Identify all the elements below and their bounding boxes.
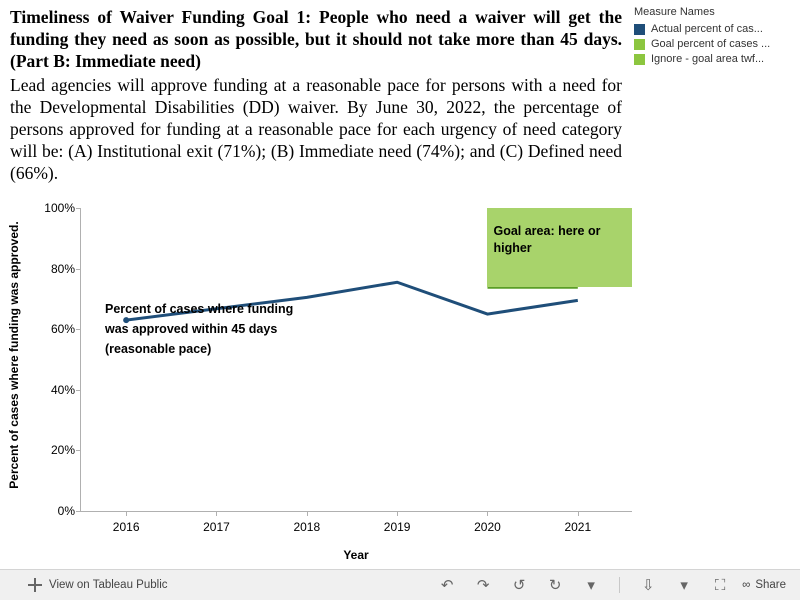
y-axis-tick-mark — [76, 511, 81, 512]
share-icon: ∞ — [742, 579, 751, 591]
legend-item-label: Ignore - goal area twf... — [651, 53, 765, 65]
x-axis-tick-mark — [487, 511, 488, 516]
legend-title: Measure Names — [634, 6, 715, 18]
legend-swatch-icon — [634, 39, 645, 50]
legend-item-goal-area[interactable] — [634, 53, 800, 65]
tableau-logo-icon — [28, 578, 42, 592]
redo-icon[interactable]: ↷ — [476, 577, 490, 594]
x-axis-tick-label: 2018 — [293, 520, 321, 534]
legend — [634, 6, 800, 68]
x-axis-tick-mark — [126, 511, 127, 516]
y-axis-tick-label: 80% — [50, 261, 75, 276]
revert-icon[interactable]: ↺ — [512, 577, 526, 594]
page-description: Lead agencies will approve funding at a reasonable pace for persons with a need for the Developmental Disabilities (DD) waiver. By June 30, 2022, the percentage of persons approved for funding at a reasonable pace for each urgency of need category will be: (A) Institutional exit (71%); (B) Immediate need (74%); and (C) Defined need (66%). — [10, 75, 622, 183]
share-label: Share — [755, 579, 786, 591]
undo-icon[interactable]: ↶ — [440, 577, 454, 594]
toolbar-actions — [429, 572, 800, 598]
y-axis-tick-mark — [76, 450, 81, 451]
x-axis-tick-mark — [216, 511, 217, 516]
y-axis-tick-mark — [76, 269, 81, 270]
x-axis-tick-mark — [397, 511, 398, 516]
legend-item-label: Actual percent of cas... — [651, 23, 763, 35]
title-block — [10, 6, 622, 184]
tableau-public-link-label: View on Tableau Public — [49, 579, 168, 591]
y-axis-tick-label: 40% — [50, 382, 75, 397]
y-axis-tick-mark — [76, 208, 81, 209]
x-axis-title: Year — [343, 548, 369, 562]
fullscreen-icon[interactable]: ⛶ — [714, 576, 726, 594]
legend-item-label: Goal percent of cases ... — [651, 38, 771, 50]
x-axis-tick-label: 2020 — [474, 520, 501, 534]
legend-swatch-icon — [634, 24, 645, 35]
download-icon[interactable]: ⇩ — [641, 577, 655, 594]
y-axis-tick-mark — [76, 329, 81, 330]
tableau-public-link[interactable] — [0, 578, 168, 592]
plot-area[interactable] — [44, 201, 632, 534]
page-title: Timeliness of Waiver Funding Goal 1: People who need a waiver will get the funding they need as soon as possible, but it should not take more than 45 days. (Part B: Immediate need) — [10, 7, 622, 71]
pause-dropdown-icon[interactable]: ▾ — [587, 577, 595, 594]
x-axis-tick-mark — [578, 511, 579, 516]
chart-container — [0, 200, 660, 570]
goal-area-annotation: Goal area: here or higher — [493, 224, 601, 256]
legend-item-actual[interactable] — [634, 23, 800, 35]
refresh-icon[interactable]: ↻ — [548, 577, 562, 594]
share-button[interactable] — [742, 579, 786, 591]
y-axis-title: Percent of cases where funding was approved. — [7, 221, 21, 489]
x-axis-tick-label: 2017 — [203, 520, 230, 534]
y-axis-tick-label: 60% — [50, 322, 75, 337]
legend-item-goal[interactable] — [634, 38, 800, 50]
y-axis-tick-label: 100% — [44, 201, 75, 215]
y-axis-tick-label: 0% — [57, 504, 75, 518]
y-axis-tick-mark — [76, 390, 81, 391]
download-dropdown-icon[interactable]: ▾ — [680, 577, 688, 594]
x-axis-tick-mark — [307, 511, 308, 516]
series-annotation: Percent of cases where funding was approved within 45 days (reasonable pace) — [105, 301, 294, 356]
x-axis-tick-label: 2016 — [112, 520, 140, 534]
legend-swatch-icon — [634, 54, 645, 65]
x-axis-tick-label: 2021 — [564, 520, 592, 534]
x-axis-tick-label: 2019 — [383, 520, 411, 534]
toolbar-divider — [619, 577, 620, 593]
viz-toolbar — [0, 569, 800, 600]
y-axis-tick-label: 20% — [50, 443, 75, 458]
